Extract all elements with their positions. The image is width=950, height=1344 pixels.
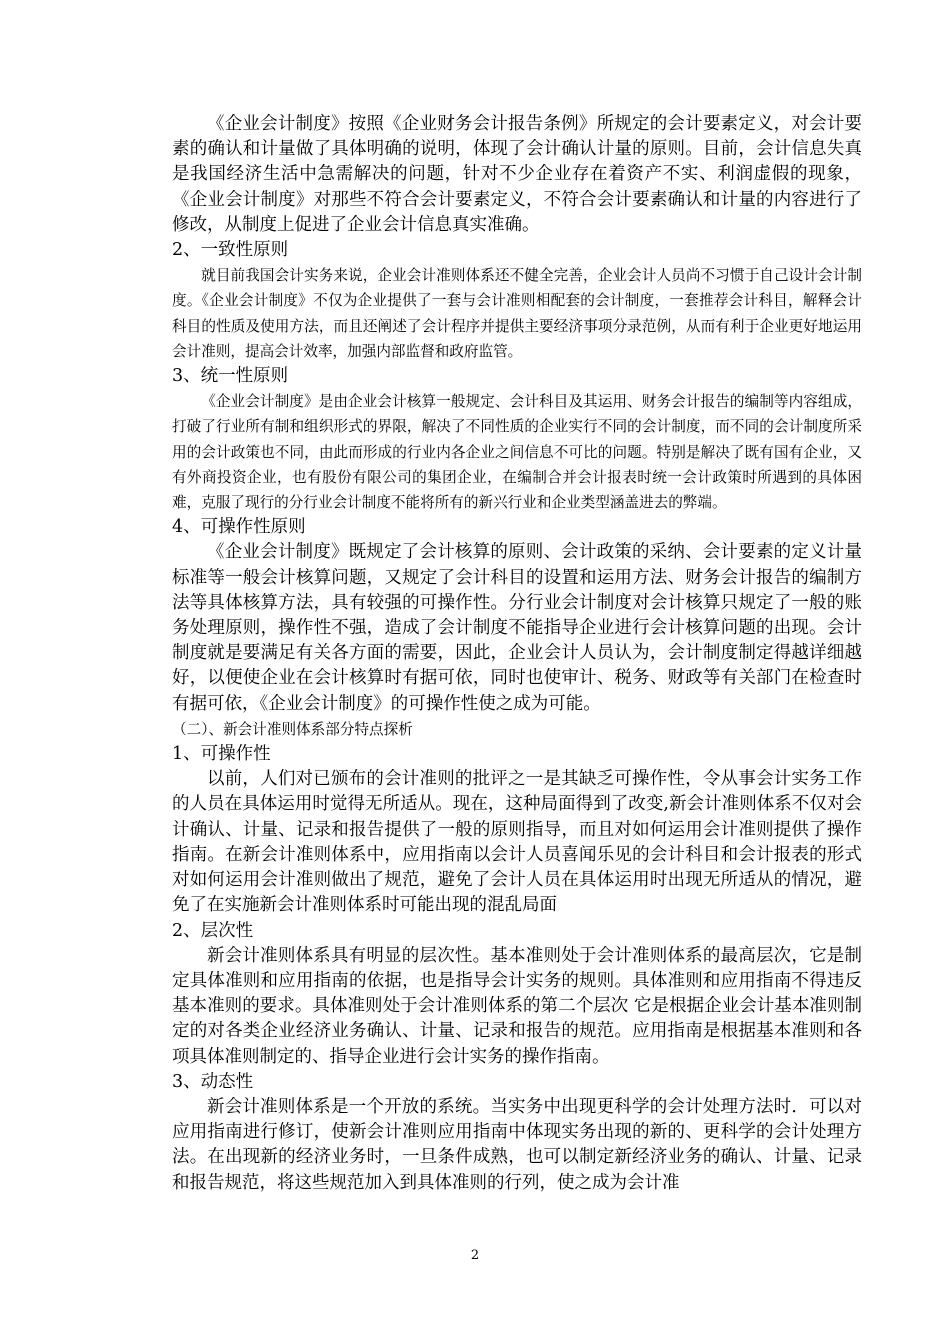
paragraph-accounting-elements: 《企业会计制度》按照《企业财务会计报告条例》所规定的会计要素定义，对会计要素的确认和计量做了具体明确的说明，体现了会计确认计量的原则。目前，会计信息失真是我国经济生活中急需解决的问题，针对不少企业存在着资产不实、利润虚假的现象，《企业会计制度》对那些不符合会计要素定义，不符合会计要素确认和计量的内容进行了修改，从制度上促进了企业会计信息真实准确。 xyxy=(172,114,862,235)
paragraph-operability: 以前，人们对已颁布的会计准则的批评之一是其缺乏可操作性，令从事会计实务工作的人员在具体运用时觉得无所适从。现在，这种局面得到了改变,新会计准则体系不仅对会计确认、计量、记录和报告提供了一般的原则指导，而且对如何运用会计准则提供了操作指南。在新会计准则体系中，应用指南以会计人员喜闻乐见的会计科目和会计报表的形式对如何运用会计准则做出了规范，避免了会计人员在具体运用时出现无所适从的情况，避免了在实施新会计准则体系时可能出现的混乱局面 xyxy=(172,769,862,916)
paragraph-operability-principle: 《企业会计制度》既规定了会计核算的原则、会计政策的采纳、会计要素的定义计量标准等一般会计核算问题，又规定了会计科目的设置和运用方法、财务会计报告的编制方法等具体核算方法，具有较强的可操作性。分行业会计制度对会计核算只规定了一般的账务处理原则，操作性不强，造成了会计制度不能指导企业进行会计核算问题的出现。会计制度就是要满足有关各方面的需要，因此，企业会计人员认为，会计制度制定得越详细越好，以便使企业在会计核算时有据可依，同时也使审计、税务、财政等有关部门在检查时有据可依，《企业会计制度》的可操作性使之成为可能。 xyxy=(172,542,862,714)
paragraph-consistency-principle: 就目前我国会计实务来说，企业会计准则体系还不健全完善，企业会计人员尚不习惯于自己设计会计制度。《企业会计制度》不仅为企业提供了一套与会计准则相配套的会计制度，一套推荐会计科目，解释会计科目的性质及使用方法，而且还阐述了会计程序并提供主要经济事项分录范例，从而有利于企业更好地运用会计准则，提高会计效率，加强内部监督和政府监管。 xyxy=(172,267,862,360)
page-number: 2 xyxy=(470,1248,480,1263)
paragraph-dynamic: 新会计准则体系是一个开放的系统。当实务中出现更科学的会计处理方法时．可以对应用指南进行修订，使新会计准则应用指南中体现实务出现的新的、更科学的会计处理方法。在出现新的经济业务时，一旦条件成熟，也可以制定新经济业务的确认、计量、记录和报告规范，将这些规范加入到具体准则的行列，使之成为会计准 xyxy=(172,1096,862,1193)
heading-consistency-principle: 2、一致性原则 xyxy=(172,240,289,261)
heading-dynamic: 3、动态性 xyxy=(172,1071,254,1092)
heading-uniformity-principle: 3、统一性原则 xyxy=(172,366,289,387)
heading-section-two: （二）、新会计准则体系部分特点探析 xyxy=(172,720,413,738)
heading-operability-principle: 4、可操作性原则 xyxy=(172,517,306,538)
heading-operability: 1、可操作性 xyxy=(172,744,271,765)
heading-hierarchy: 2、层次性 xyxy=(172,920,254,941)
paragraph-hierarchy: 新会计准则体系具有明显的层次性。基本准则处于会计准则体系的最高层次，它是制定具体准则和应用指南的依据，也是指导会计实务的规则。具体准则和应用指南不得违反基本准则的要求。具体准则处于会计准则体系的第二个层次 它是根据企业会计基本准则制定的对各类企业经济业务确认、计量、记录和报告的规范。应用指南是根据基本准则和各项具体准则制定的、指导企业进行会计实务的操作指南。 xyxy=(172,945,862,1067)
paragraph-uniformity-principle: 《企业会计制度》是由企业会计核算一般规定、会计科目及其运用、财务会计报告的编制等内容组成，打破了行业所有制和组织形式的界限，解决了不同性质的企业实行不同的会计制度，而不同的会计制度所采用的会计政策也不同，由此而形成的行业内各企业之间信息不可比的问题。特别是解决了既有国有企业，又有外商投资企业，也有股份有限公司的集团企业，在编制合并会计报表时统一会计政策时所遇到的具体困难，克服了现行的分行业会计制度不能将所有的新兴行业和企业类型涵盖进去的弊端。 xyxy=(172,393,862,512)
document-body xyxy=(172,112,862,1196)
